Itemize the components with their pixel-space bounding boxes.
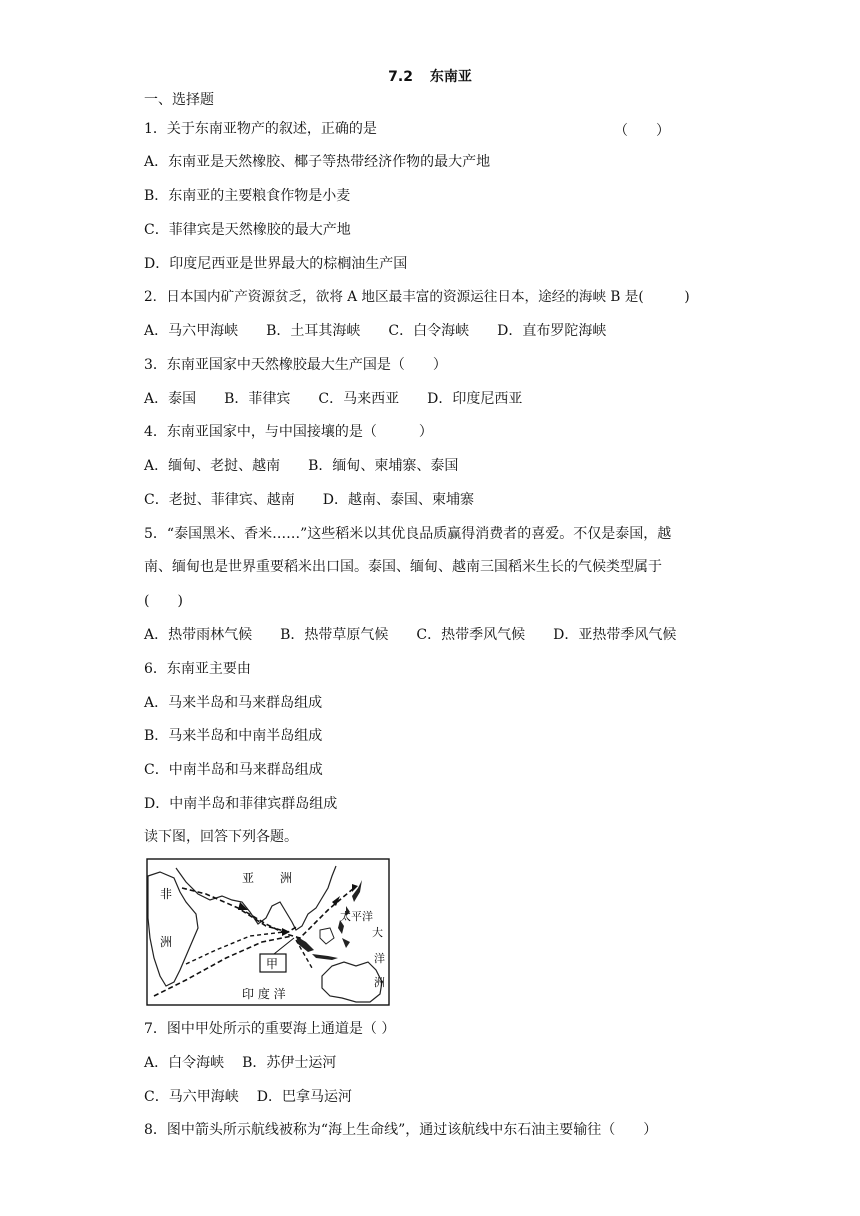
question-6-stem: 6．东南亚主要由 <box>144 661 251 677</box>
question-7-option-b: B．苏伊士运河 <box>242 1055 337 1071</box>
question-2-option-d: D．直布罗陀海峡 <box>497 323 607 339</box>
map-label-jia: 甲 <box>266 957 279 971</box>
sea-route-map <box>146 858 390 1006</box>
question-4-option-d: D．越南、泰国、柬埔寨 <box>322 492 474 508</box>
title-text: 东南亚 <box>429 69 472 85</box>
title-number: 7.2 <box>388 69 413 85</box>
question-5-options <box>144 626 704 644</box>
page-title <box>0 66 860 86</box>
question-5-stem-line1: 5．“泰国黑米、香米……”这些稻米以其优良品质赢得消费者的喜爱。不仅是泰国，越 <box>144 526 672 542</box>
question-1-stem: 1．关于东南亚物产的叙述，正确的是 <box>144 121 377 137</box>
question-7-option-c: C．马六甲海峡 <box>144 1089 239 1105</box>
question-1-option-b: B．东南亚的主要粮食作物是小麦 <box>144 188 351 204</box>
question-2-stem: 2．日本国内矿产资源贫乏，欲将 A 地区最丰富的资源运往日本，途经的海峡 B 是( ) <box>144 289 690 305</box>
question-1-option-a: A．东南亚是天然橡胶、椰子等热带经济作物的最大产地 <box>144 154 491 170</box>
question-6-option-a: A．马来半岛和马来群岛组成 <box>144 695 323 711</box>
question-2-options <box>144 322 634 340</box>
map-label-indian-ocean: 印 度 洋 <box>242 987 286 1001</box>
question-2-option-c: C．白令海峡 <box>388 323 470 339</box>
question-2-option-b: B．土耳其海峡 <box>266 323 361 339</box>
question-2-option-a: A．马六甲海峡 <box>144 323 239 339</box>
question-3-stem: 3．东南亚国家中天然橡胶最大生产国是（ ） <box>144 357 447 373</box>
question-4-option-b: B．缅甸、柬埔寨、泰国 <box>308 458 459 474</box>
question-4-option-a: A．缅甸、老挝、越南 <box>144 458 281 474</box>
map-label-pacific: 太平洋 <box>340 910 373 923</box>
question-5-option-b: B．热带草原气候 <box>280 627 389 643</box>
question-4-options-row1 <box>144 457 486 475</box>
question-7-options-row1 <box>144 1054 364 1072</box>
section-heading: 一、选择题 <box>144 92 214 108</box>
question-4-option-c: C．老挝、菲律宾、越南 <box>144 492 295 508</box>
question-7-option-d: D．巴拿马运河 <box>256 1089 352 1105</box>
map-label-africa-2: 洲 <box>160 935 173 949</box>
map-label-oceania-2: 洋 <box>374 952 385 965</box>
question-3-option-c: C．马来西亚 <box>318 391 400 407</box>
question-1-paren: （ ） <box>614 123 670 139</box>
map-label-oceania-3: 洲 <box>374 976 385 989</box>
question-4-stem: 4．东南亚国家中，与中国接壤的是（ ） <box>144 424 433 440</box>
question-8-stem: 8．图中箭头所示航线被称为“海上生命线”，通过该航线中东石油主要输往（ ） <box>144 1122 658 1138</box>
question-3-option-d: D．印度尼西亚 <box>427 391 523 407</box>
map-label-asia-1: 亚 <box>242 871 255 885</box>
map-label-oceania-1: 大 <box>372 926 383 939</box>
question-6-option-b: B．马来半岛和中南半岛组成 <box>144 728 323 744</box>
read-map-instruction: 读下图，回答下列各题。 <box>144 829 298 845</box>
question-4-options-row2 <box>144 491 502 509</box>
question-3-option-a: A．泰国 <box>144 391 197 407</box>
map-frame <box>147 859 389 1005</box>
map-label-africa-1: 非 <box>160 887 173 901</box>
question-6-option-d: D．中南半岛和菲律宾群岛组成 <box>144 796 338 812</box>
question-3-option-b: B．菲律宾 <box>224 391 291 407</box>
question-7-option-a: A．白令海峡 <box>144 1055 225 1071</box>
question-5-stem-line2: 南、缅甸也是世界重要稻米出口国。泰国、缅甸、越南三国稻米生长的气候类型属于 <box>144 559 662 575</box>
question-1-option-d: D．印度尼西亚是世界最大的棕榈油生产国 <box>144 256 408 272</box>
question-6-option-c: C．中南半岛和马来群岛组成 <box>144 762 323 778</box>
question-5-option-c: C．热带季风气候 <box>416 627 526 643</box>
question-7-options-row2 <box>144 1088 380 1106</box>
question-7-stem: 7．图中甲处所示的重要海上通道是（ ） <box>144 1021 396 1037</box>
question-3-options <box>144 390 550 408</box>
map-label-asia-2: 洲 <box>280 871 293 885</box>
question-5-stem-line3: ( ) <box>144 593 183 609</box>
question-5-option-d: D．亚热带季风气候 <box>553 627 677 643</box>
question-5-option-a: A．热带雨林气候 <box>144 627 253 643</box>
question-1-option-c: C．菲律宾是天然橡胶的最大产地 <box>144 222 351 238</box>
